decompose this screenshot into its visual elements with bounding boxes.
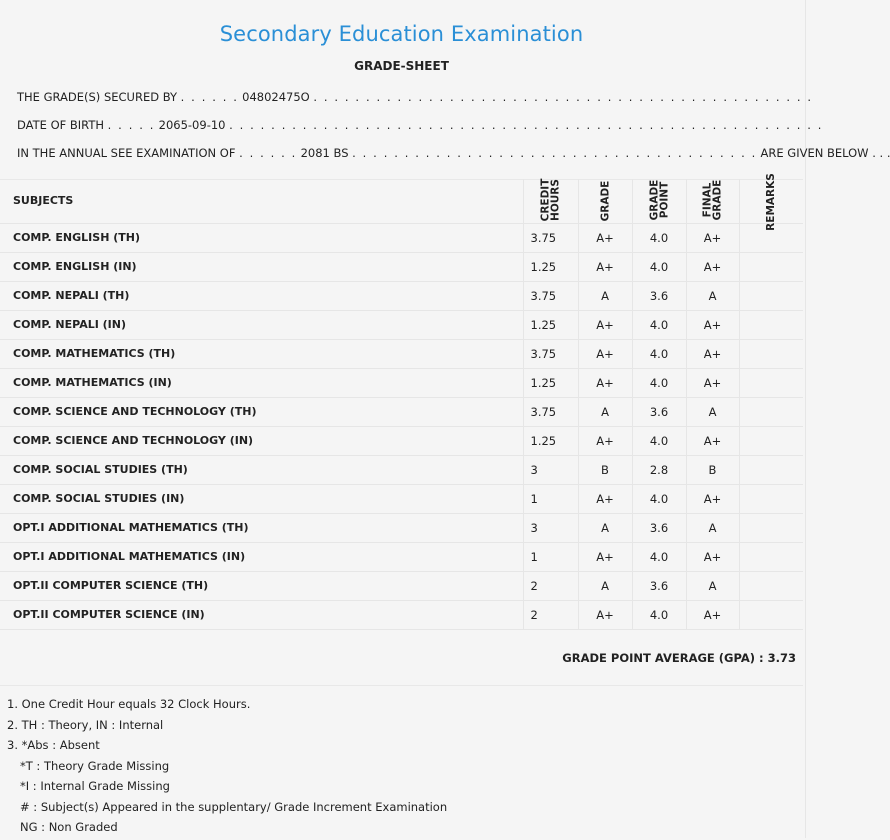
table-row bbox=[0, 252, 803, 281]
table-row bbox=[0, 368, 803, 397]
grade-cell: A+ bbox=[578, 426, 632, 455]
credit-hours-cell: 3.75 bbox=[523, 397, 578, 426]
note-item: 3. *Abs : Absent bbox=[7, 737, 447, 758]
credit-hours-cell: 3 bbox=[523, 455, 578, 484]
table-row bbox=[0, 600, 803, 629]
header-credit-l2: HOURS bbox=[550, 179, 562, 221]
table-row bbox=[0, 513, 803, 542]
remarks-cell bbox=[739, 339, 803, 368]
table-row bbox=[0, 455, 803, 484]
header-gp-l1: GRADE bbox=[648, 180, 660, 221]
grade-cell: A+ bbox=[578, 339, 632, 368]
remarks-cell bbox=[739, 542, 803, 571]
remarks-cell bbox=[739, 484, 803, 513]
table-header-row bbox=[0, 179, 803, 223]
subject-cell: COMP. NEPALI (IN) bbox=[0, 310, 523, 339]
credit-hours-cell: 3 bbox=[523, 513, 578, 542]
note-item: # : Subject(s) Appeared in the supplentary/ Grade Increment Examination bbox=[7, 799, 447, 820]
grade-point-cell: 4.0 bbox=[632, 252, 686, 281]
remarks-cell bbox=[739, 455, 803, 484]
grade-point-cell: 2.8 bbox=[632, 455, 686, 484]
remarks-cell bbox=[739, 281, 803, 310]
credit-hours-cell: 2 bbox=[523, 600, 578, 629]
final-grade-cell: A+ bbox=[686, 484, 739, 513]
subject-cell: COMP. ENGLISH (IN) bbox=[0, 252, 523, 281]
grade-point-cell: 4.0 bbox=[632, 600, 686, 629]
final-grade-cell: A bbox=[686, 571, 739, 600]
grades-label: THE GRADE(S) SECURED BY bbox=[17, 90, 177, 104]
grade-point-cell: 4.0 bbox=[632, 223, 686, 252]
header-remarks bbox=[739, 179, 803, 223]
header-remarks-text: REMARKS bbox=[766, 173, 776, 231]
subject-cell: COMP. MATHEMATICS (TH) bbox=[0, 339, 523, 368]
subject-cell: COMP. SOCIAL STUDIES (TH) bbox=[0, 455, 523, 484]
grade-table bbox=[0, 179, 803, 630]
note-item: 1. One Credit Hour equals 32 Clock Hours. bbox=[7, 696, 447, 717]
credit-hours-cell: 1 bbox=[523, 542, 578, 571]
divider bbox=[0, 685, 803, 686]
dots: . . . . . . . . . . . . . . . . . . . . . . . . . . . . . . . . . . . . . . . bbox=[352, 146, 757, 160]
table-row bbox=[0, 426, 803, 455]
credit-hours-cell: 2 bbox=[523, 571, 578, 600]
final-grade-cell: A+ bbox=[686, 252, 739, 281]
grade-point-cell: 4.0 bbox=[632, 310, 686, 339]
credit-hours-cell: 1.25 bbox=[523, 368, 578, 397]
dots: . . . . . . . . . . . . . . . . . . . . . . . . . . . . . . . . . . . . . . . . . . . . . . . . bbox=[313, 90, 812, 104]
grade-cell: A+ bbox=[578, 600, 632, 629]
grade-point-cell: 3.6 bbox=[632, 397, 686, 426]
grade-cell: A+ bbox=[578, 223, 632, 252]
final-grade-cell: A+ bbox=[686, 426, 739, 455]
dots: . . . . . . bbox=[181, 90, 239, 104]
grade-cell: A+ bbox=[578, 252, 632, 281]
final-grade-cell: A+ bbox=[686, 600, 739, 629]
table-row bbox=[0, 397, 803, 426]
page-title: Secondary Education Examination bbox=[0, 22, 803, 46]
table-row bbox=[0, 310, 803, 339]
remarks-cell bbox=[739, 426, 803, 455]
grade-cell: A+ bbox=[578, 368, 632, 397]
dots: . . . . . bbox=[108, 118, 155, 132]
grade-cell: A bbox=[578, 513, 632, 542]
info-grades-secured bbox=[17, 90, 813, 104]
remarks-cell bbox=[739, 397, 803, 426]
table-row bbox=[0, 484, 803, 513]
credit-hours-cell: 3.75 bbox=[523, 223, 578, 252]
final-grade-cell: B bbox=[686, 455, 739, 484]
note-item: *T : Theory Grade Missing bbox=[7, 758, 447, 779]
grade-point-cell: 4.0 bbox=[632, 484, 686, 513]
note-item: NG : Non Graded bbox=[7, 819, 447, 840]
remarks-cell bbox=[739, 600, 803, 629]
final-grade-cell: A+ bbox=[686, 339, 739, 368]
header-credit-l1: CREDIT bbox=[540, 179, 552, 222]
table-row bbox=[0, 281, 803, 310]
credit-hours-cell: 3.75 bbox=[523, 339, 578, 368]
table-row bbox=[0, 542, 803, 571]
exam-label: IN THE ANNUAL SEE EXAMINATION OF bbox=[17, 146, 235, 160]
grade-cell: A+ bbox=[578, 484, 632, 513]
page-subtitle: GRADE-SHEET bbox=[0, 59, 803, 73]
subject-cell: COMP. MATHEMATICS (IN) bbox=[0, 368, 523, 397]
credit-hours-cell: 1.25 bbox=[523, 426, 578, 455]
header-final-grade bbox=[686, 179, 739, 223]
dots: . . . . . . bbox=[239, 146, 297, 160]
subject-cell: OPT.I ADDITIONAL MATHEMATICS (IN) bbox=[0, 542, 523, 571]
grade-cell: A bbox=[578, 571, 632, 600]
credit-hours-cell: 1 bbox=[523, 484, 578, 513]
dots: . . . . . . . . . . . . . . . . . . . . . . . . . . . . . . . . . . . . . . . . . . . . . . . . . . . . . . . . . bbox=[229, 118, 823, 132]
grade-cell: A+ bbox=[578, 542, 632, 571]
subject-cell: OPT.I ADDITIONAL MATHEMATICS (TH) bbox=[0, 513, 523, 542]
grade-cell: A bbox=[578, 281, 632, 310]
info-exam bbox=[17, 146, 890, 160]
grade-cell: A bbox=[578, 397, 632, 426]
final-grade-cell: A bbox=[686, 281, 739, 310]
exam-year: 2081 BS bbox=[301, 146, 349, 160]
final-grade-cell: A bbox=[686, 397, 739, 426]
header-credit-hours bbox=[523, 179, 578, 223]
subject-cell: COMP. ENGLISH (TH) bbox=[0, 223, 523, 252]
header-fg-l1: FINAL bbox=[702, 183, 714, 218]
header-subjects: SUBJECTS bbox=[0, 179, 523, 223]
subject-cell: COMP. NEPALI (TH) bbox=[0, 281, 523, 310]
remarks-cell bbox=[739, 252, 803, 281]
dob-value: 2065-09-10 bbox=[159, 118, 226, 132]
header-fg-l2: GRADE bbox=[712, 180, 724, 221]
note-item: *I : Internal Grade Missing bbox=[7, 778, 447, 799]
dob-label: DATE OF BIRTH bbox=[17, 118, 104, 132]
header-gp-l2: POINT bbox=[658, 182, 670, 218]
grade-rows bbox=[0, 223, 803, 629]
remarks-cell bbox=[739, 571, 803, 600]
final-grade-cell: A+ bbox=[686, 223, 739, 252]
exam-suffix: ARE GIVEN BELOW . . . bbox=[761, 146, 890, 160]
final-grade-cell: A bbox=[686, 513, 739, 542]
credit-hours-cell: 1.25 bbox=[523, 310, 578, 339]
grade-point-cell: 3.6 bbox=[632, 513, 686, 542]
grade-point-cell: 4.0 bbox=[632, 426, 686, 455]
final-grade-cell: A+ bbox=[686, 310, 739, 339]
subject-cell: OPT.II COMPUTER SCIENCE (IN) bbox=[0, 600, 523, 629]
final-grade-cell: A+ bbox=[686, 542, 739, 571]
grade-cell: B bbox=[578, 455, 632, 484]
credit-hours-cell: 1.25 bbox=[523, 252, 578, 281]
note-item: 2. TH : Theory, IN : Internal bbox=[7, 717, 447, 738]
subject-cell: COMP. SCIENCE AND TECHNOLOGY (IN) bbox=[0, 426, 523, 455]
symbol-number: 04802475O bbox=[242, 90, 310, 104]
grade-cell: A+ bbox=[578, 310, 632, 339]
notes bbox=[7, 696, 447, 840]
final-grade-cell: A+ bbox=[686, 368, 739, 397]
remarks-cell bbox=[739, 310, 803, 339]
table-row bbox=[0, 571, 803, 600]
remarks-cell bbox=[739, 368, 803, 397]
subject-cell: COMP. SOCIAL STUDIES (IN) bbox=[0, 484, 523, 513]
grade-point-cell: 3.6 bbox=[632, 571, 686, 600]
table-row bbox=[0, 223, 803, 252]
header-grade bbox=[578, 179, 632, 223]
remarks-cell bbox=[739, 513, 803, 542]
grade-point-cell: 4.0 bbox=[632, 339, 686, 368]
grade-point-cell: 4.0 bbox=[632, 368, 686, 397]
info-date-of-birth bbox=[17, 118, 823, 132]
header-grade-text: GRADE bbox=[600, 181, 610, 222]
header-grade-point bbox=[632, 179, 686, 223]
grade-point-cell: 3.6 bbox=[632, 281, 686, 310]
credit-hours-cell: 3.75 bbox=[523, 281, 578, 310]
gpa-summary: GRADE POINT AVERAGE (GPA) : 3.73 bbox=[562, 651, 796, 665]
subject-cell: OPT.II COMPUTER SCIENCE (TH) bbox=[0, 571, 523, 600]
subject-cell: COMP. SCIENCE AND TECHNOLOGY (TH) bbox=[0, 397, 523, 426]
table-row bbox=[0, 339, 803, 368]
grade-point-cell: 4.0 bbox=[632, 542, 686, 571]
